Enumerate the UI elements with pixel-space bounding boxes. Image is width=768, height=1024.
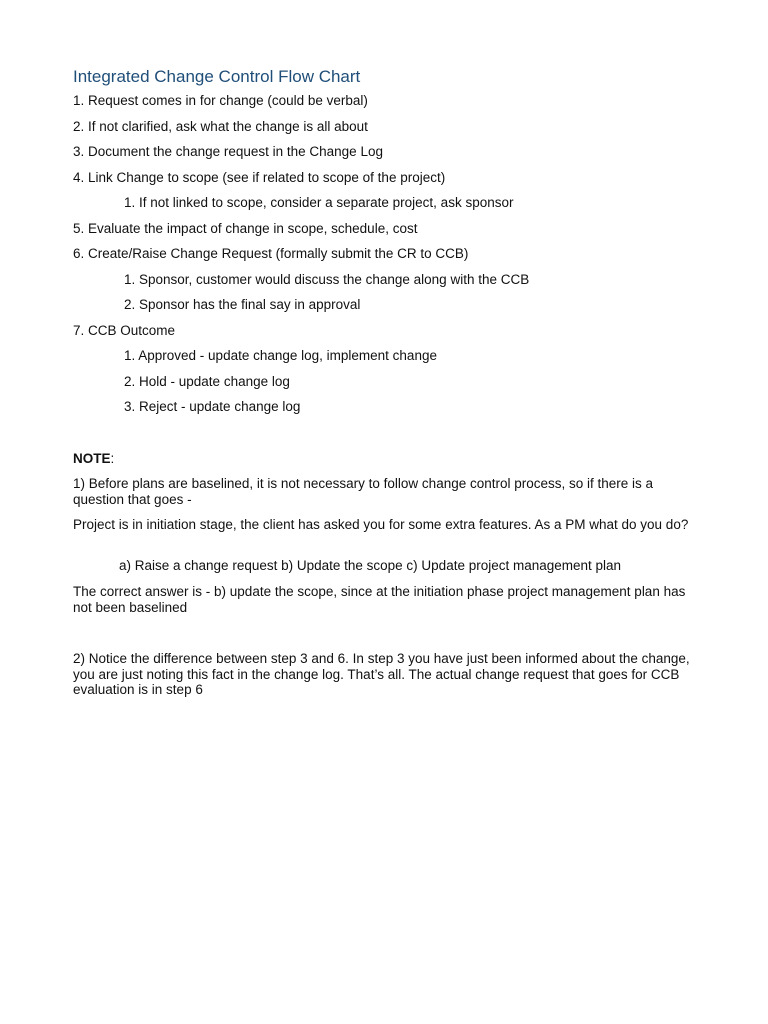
page-title: Integrated Change Control Flow Chart xyxy=(73,67,361,86)
step-7-substep-1: 1. Approved - update change log, implement change xyxy=(124,348,437,363)
note-heading xyxy=(73,451,114,467)
step-6-substep-1: 1. Sponsor, customer would discuss the change along with the CCB xyxy=(124,272,530,287)
step-1: 1. Request comes in for change (could be verbal) xyxy=(73,93,368,108)
step-7-substep-3: 3. Reject - update change log xyxy=(124,399,301,414)
note-answer: The correct answer is - b) update the scope, since at the initiation phase project management plan has not been baselined xyxy=(73,584,686,615)
step-4-substep-1: 1. If not linked to scope, consider a separate project, ask sponsor xyxy=(124,195,514,210)
step-6: 6. Create/Raise Change Request (formally submit the CR to CCB) xyxy=(73,246,469,261)
step-4: 4. Link Change to scope (see if related to scope of the project) xyxy=(73,170,446,185)
note-paragraph-2: 2) Notice the difference between step 3 and 6. In step 3 you have just been informed about the change, you are just noting this fact in the change log. That’s all. The actual change request that goes for CCB evaluation is in step 6 xyxy=(73,651,690,697)
step-7: 7. CCB Outcome xyxy=(73,323,176,338)
step-3: 3. Document the change request in the Change Log xyxy=(73,144,383,159)
step-2: 2. If not clarified, ask what the change is all about xyxy=(73,119,368,134)
note-question: Project is in initiation stage, the client has asked you for some extra features. As a PM what do you do? xyxy=(73,517,689,532)
step-5: 5. Evaluate the impact of change in scope, schedule, cost xyxy=(73,221,418,236)
note-paragraph-1: 1) Before plans are baselined, it is not necessary to follow change control process, so if there is a question that goes - xyxy=(73,476,654,507)
step-6-substep-2: 2. Sponsor has the final say in approval xyxy=(124,297,361,312)
note-options: a) Raise a change request b) Update the scope c) Update project management plan xyxy=(119,558,622,573)
note-heading-colon: : xyxy=(110,451,115,466)
step-7-substep-2: 2. Hold - update change log xyxy=(124,374,290,389)
note-heading-label: NOTE xyxy=(73,451,111,466)
